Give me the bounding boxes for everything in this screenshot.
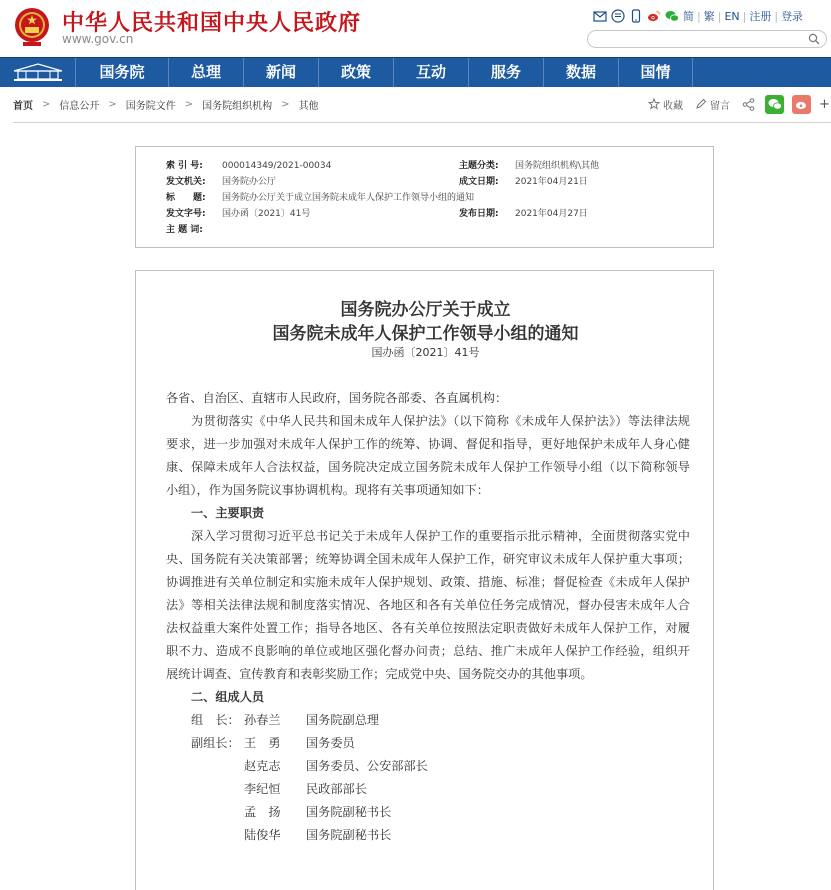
breadcrumb-home[interactable]: 首页: [13, 101, 33, 112]
breadcrumb-other[interactable]: 其他: [298, 101, 319, 112]
divider: |: [742, 9, 747, 23]
member-post: 国务委员: [306, 736, 355, 750]
share-icon[interactable]: [742, 98, 755, 111]
title-label: 标 题:: [166, 193, 206, 203]
member-name: 陆俊华: [244, 828, 281, 842]
member-row: [166, 755, 690, 778]
article: [135, 270, 714, 890]
divider: |: [774, 9, 779, 23]
comment-label: 留言: [710, 100, 730, 112]
chevron-right-icon: >: [281, 99, 290, 110]
member-row: [166, 709, 690, 732]
divider: |: [697, 9, 701, 23]
member-name: 李纪恒: [244, 782, 281, 796]
member-post: 国务院副秘书长: [306, 805, 392, 819]
written-date-value: 2021年04月21日: [515, 177, 588, 187]
article-body: [166, 387, 690, 847]
nav-item-policies[interactable]: 政策: [318, 58, 393, 87]
national-emblem-icon[interactable]: [13, 6, 51, 48]
weibo-share-button[interactable]: [792, 95, 811, 114]
pencil-icon: [695, 98, 707, 110]
register-link[interactable]: 注册: [749, 10, 772, 23]
search-icon[interactable]: [808, 33, 820, 45]
salutation: 各省、自治区、直辖市人民政府，国务院各部委、各直属机构：: [166, 391, 508, 405]
site-url: www.gov.cn: [62, 32, 134, 46]
member-name: 赵克志: [244, 759, 281, 773]
mobile-icon[interactable]: [629, 9, 643, 23]
doc-no-label: 发文字号:: [166, 209, 206, 219]
index-no-value: 000014349/2021-00034: [222, 161, 332, 171]
lang-simplified[interactable]: 简: [683, 10, 694, 23]
pub-date-label: 发布日期:: [459, 209, 499, 219]
news-icon[interactable]: [611, 9, 625, 23]
member-name: 王 勇: [244, 736, 281, 750]
chevron-right-icon: >: [42, 99, 51, 110]
top-links: [593, 8, 803, 24]
nav-item-china-profile[interactable]: 国情: [618, 58, 693, 87]
info-row: [166, 207, 588, 221]
weibo-icon[interactable]: [647, 9, 661, 23]
collect-button[interactable]: [648, 97, 683, 112]
wechat-icon[interactable]: [665, 9, 679, 23]
wechat-share-button[interactable]: [765, 95, 784, 114]
divider: |: [717, 9, 722, 23]
member-name: 孟 扬: [244, 805, 281, 819]
info-row: [166, 191, 474, 205]
member-post: 国务院副总理: [306, 713, 380, 727]
title-value: 国务院办公厅关于成立国务院未成年人保护工作领导小组的通知: [222, 193, 475, 203]
breadcrumb-state-council-docs[interactable]: 国务院文件: [125, 101, 176, 112]
pub-date-value: 2021年04月27日: [515, 209, 588, 219]
member-name: 孙春兰: [244, 713, 281, 727]
wechat-icon: [768, 98, 782, 110]
nav-item-data[interactable]: 数据: [543, 58, 618, 87]
nav-item-news[interactable]: 新闻: [243, 58, 318, 87]
member-post: 国务委员、公安部部长: [306, 759, 428, 773]
lang-traditional[interactable]: 繁: [703, 10, 715, 23]
member-post: 国务院副秘书长: [306, 828, 392, 842]
star-icon: [648, 98, 660, 110]
main-nav: [0, 57, 831, 87]
login-link[interactable]: 登录: [781, 10, 804, 23]
nav-item-interaction[interactable]: 互动: [393, 58, 468, 87]
mail-icon[interactable]: [593, 9, 607, 23]
written-date-label: 成文日期:: [459, 177, 499, 187]
issuer-label: 发文机关:: [166, 177, 206, 187]
article-title-line2: 国务院未成年人保护工作领导小组的通知: [272, 324, 579, 344]
intro-paragraph: 为贯彻落实《中华人民共和国未成年人保护法》（以下简称《未成年人保护法》）等法律法规要求，进一步加强对未成年人保护工作的统筹、协调、督促和指导，更好地保护未成年人身心健康、保障未成年人合法权益，国务院决定成立国务院未成年人保护工作领导小组（以下简称领导小组），作为国务院议事协调机构。现将有关事项通知如下：: [166, 414, 690, 497]
document-info-table: [135, 146, 714, 248]
index-no-label: 索 引 号:: [166, 161, 203, 171]
article-doc-number: 国办函〔2021〕41号: [371, 346, 480, 359]
issuer-value: 国务院办公厅: [222, 177, 277, 187]
site-header: [0, 0, 831, 57]
chevron-right-icon: >: [108, 99, 117, 110]
breadcrumb-organization[interactable]: 国务院组织机构: [202, 101, 273, 112]
breadcrumb-info-disclosure[interactable]: 信息公开: [59, 101, 100, 112]
member-row: [166, 824, 690, 847]
info-row: [166, 175, 588, 189]
nav-item-state-council[interactable]: 国务院: [75, 58, 168, 87]
member-role: 组 长：: [191, 713, 240, 727]
member-row: [166, 778, 690, 801]
weibo-icon: [795, 98, 809, 110]
chevron-right-icon: >: [184, 99, 194, 110]
lang-english[interactable]: EN: [724, 9, 740, 23]
collect-label: 收藏: [663, 100, 683, 112]
info-row: [166, 159, 600, 173]
home-icon[interactable]: [0, 58, 75, 87]
site-title[interactable]: 中华人民共和国中央人民政府: [62, 10, 362, 36]
comment-button[interactable]: [695, 97, 730, 112]
nav-item-premier[interactable]: 总理: [168, 58, 243, 87]
breadcrumb: [0, 93, 831, 115]
subject-label: 主 题 词:: [166, 225, 203, 235]
member-row: [166, 801, 690, 824]
doc-no-value: 国办函〔2021〕41号: [222, 209, 311, 219]
member-row: [166, 732, 690, 755]
member-post: 民政部部长: [306, 782, 367, 796]
search-input[interactable]: [587, 30, 827, 48]
duties-paragraph: 深入学习贯彻习近平总书记关于未成年人保护工作的重要指示批示精神，全面贯彻落实党中央、国务院有关决策部署；统筹协调全国未成年人保护工作，研究审议未成年人保护重大事项；协调推进有关单位制定和实施未成年人保护规划、政策、措施、标准；督促检查《未成年人保护法》等相关法律法规和制度落实情况、各地区和各有关单位任务完成情况，督办侵害未成年人合法权益重大案件处置工作；指导各地区、各有关单位按照法定职责做好未成年人保护工作，对履职不力、造成不良影响的单位或地区强化督办问责；总结、推广未成年人保护工作经验，组织开展统计调查、宣传教育和表彰奖励工作；完成党中央、国务院交办的其他事项。: [166, 529, 690, 681]
member-role: 副组长：: [191, 736, 240, 750]
section-heading-members: 二、组成人员: [191, 690, 265, 704]
more-share-button[interactable]: +: [819, 96, 830, 112]
info-row: [166, 223, 222, 237]
category-label: 主题分类:: [459, 161, 499, 171]
nav-item-services[interactable]: 服务: [468, 58, 543, 87]
category-value: 国务院组织机构\其他: [515, 161, 600, 171]
article-title-line1: 国务院办公厅关于成立: [340, 300, 511, 320]
section-heading-duties: 一、主要职责: [191, 506, 265, 520]
divider: [13, 122, 831, 123]
